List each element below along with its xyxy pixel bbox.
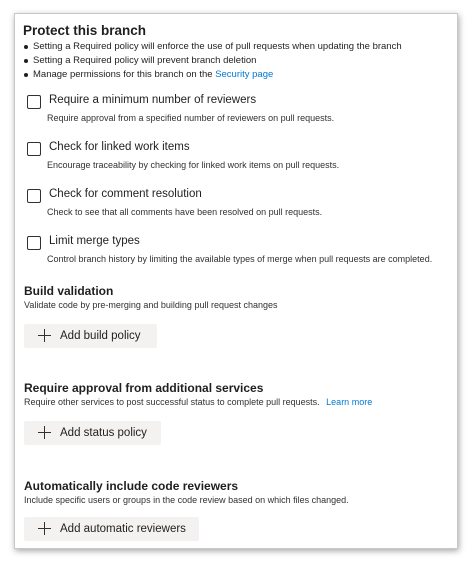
- min-reviewers-checkbox[interactable]: [27, 95, 41, 109]
- limit-merge-types-title[interactable]: Limit merge types: [49, 235, 140, 247]
- build-validation-title: Build validation: [24, 284, 114, 298]
- additional-services-text: Require other services to post successful status to complete pull requests.: [24, 397, 320, 407]
- add-automatic-reviewers-label: Add automatic reviewers: [60, 523, 186, 535]
- plus-icon: [38, 426, 52, 440]
- security-page-link[interactable]: Security page: [215, 69, 274, 80]
- limit-merge-types-description: Control branch history by limiting the available types of merge when pull requests are completed.: [47, 254, 433, 264]
- build-validation-description: Validate code by pre-merging and building pull request changes: [24, 300, 278, 310]
- policy-comment-resolution: [27, 189, 447, 229]
- protect-note-2: Setting a Required policy will prevent branch deletion: [23, 54, 402, 68]
- learn-more-link[interactable]: Learn more: [326, 397, 373, 407]
- linked-work-items-description: Encourage traceability by checking for linked work items on pull requests.: [47, 160, 340, 170]
- add-build-policy-label: Add build policy: [60, 330, 141, 342]
- code-reviewers-description: Include specific users or groups in the code review based on which files changed.: [24, 495, 349, 505]
- protect-note-3: [23, 68, 402, 82]
- add-build-policy-button[interactable]: [24, 324, 157, 348]
- policy-min-reviewers: [27, 95, 447, 135]
- branch-policies-panel: [14, 13, 458, 549]
- limit-merge-types-checkbox[interactable]: [27, 236, 41, 250]
- linked-work-items-title[interactable]: Check for linked work items: [49, 141, 190, 153]
- add-automatic-reviewers-button[interactable]: [24, 517, 199, 541]
- comment-resolution-description: Check to see that all comments have been resolved on pull requests.: [47, 207, 323, 217]
- protect-branch-title: Protect this branch: [23, 23, 147, 38]
- plus-icon: [38, 329, 52, 343]
- add-status-policy-label: Add status policy: [60, 427, 147, 439]
- policy-limit-merge-types: [27, 236, 447, 276]
- protect-branch-notes: [23, 40, 402, 82]
- comment-resolution-checkbox[interactable]: [27, 189, 41, 203]
- policy-linked-work-items: [27, 142, 447, 182]
- linked-work-items-checkbox[interactable]: [27, 142, 41, 156]
- min-reviewers-title[interactable]: Require a minimum number of reviewers: [49, 94, 257, 106]
- additional-services-title: Require approval from additional services: [24, 381, 264, 395]
- min-reviewers-description: Require approval from a specified number of reviewers on pull requests.: [47, 113, 335, 123]
- protect-note-1: Setting a Required policy will enforce the use of pull requests when updating the branch: [23, 40, 402, 54]
- add-status-policy-button[interactable]: [24, 421, 161, 445]
- protect-note-3-text: Manage permissions for this branch on the: [33, 69, 216, 80]
- comment-resolution-title[interactable]: Check for comment resolution: [49, 188, 202, 200]
- code-reviewers-title: Automatically include code reviewers: [24, 479, 239, 493]
- plus-icon: [38, 522, 52, 536]
- additional-services-description: [24, 397, 372, 407]
